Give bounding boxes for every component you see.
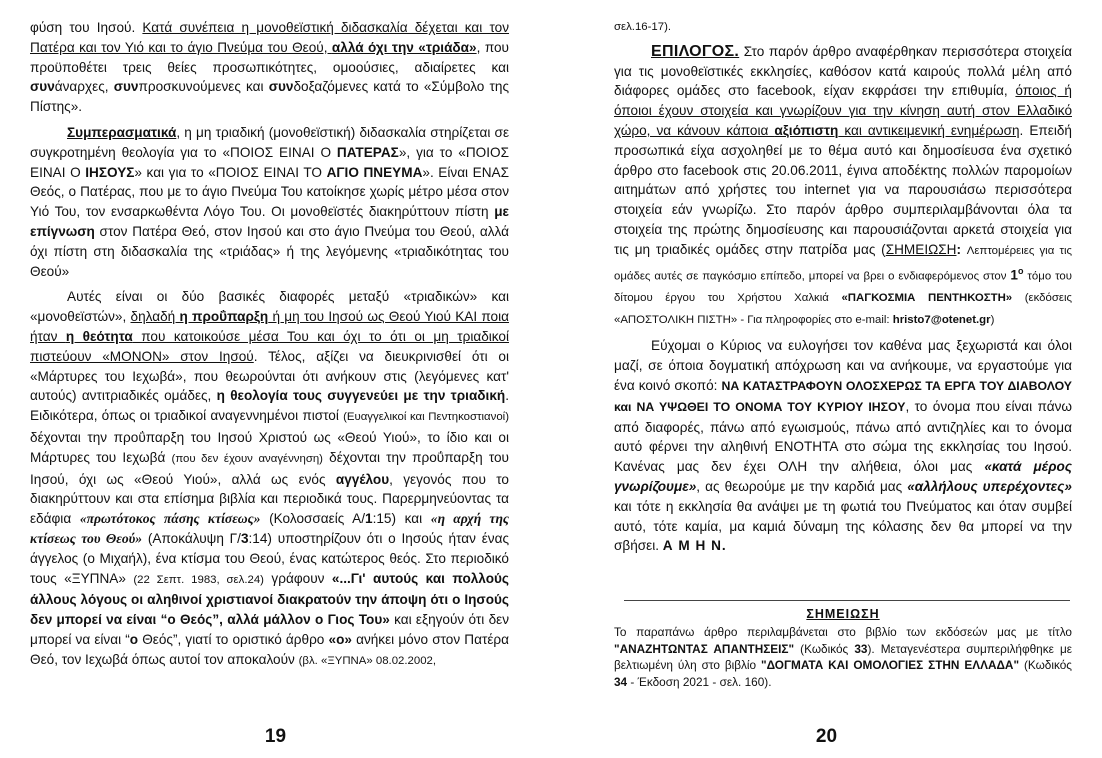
underlined-text: ή μη του Ιησού ως Θεού Υιού ΚΑΙ ποια ήταν <box>30 309 509 344</box>
scripture-quote: «κατά μέρος γνωρίζουμε» <box>614 459 1072 495</box>
text-run: - Έκδοση 2021 - σελ. 160). <box>627 674 772 689</box>
text-run: ανήκει μόνο στον Πατέρα Θεό, τον Ιεχωβά όπως αυτοί τον αποκαλούν <box>30 631 509 667</box>
epilogue-heading: ΕΠΙΛΟΓΟΣ. <box>651 42 740 60</box>
text-run: (Κωδικός <box>794 641 855 656</box>
text-run: δέχονται την προΰπαρξη του Ιησού Χριστού ως «Θεού Υιού», το ίδιο και οι Μάρτυρες του Ιεχωβά <box>30 429 509 465</box>
text-run: Εύχομαι ο Κύριος να ευλογήσει τον καθένα μας ξεχωριστά και όλοι μαζί, σε όποια δογματική απόχρωση και να ανήκουμε, να εργαστούμε για ένα κοινό σκοπό: <box>614 338 1072 394</box>
scripture-quote: «η αρχή της κτίσεως του Θεού» <box>30 511 509 546</box>
note-title: ΣΗΜΕΙΩΣΗ <box>806 607 880 622</box>
scripture-quote: «αλλήλους υπερέχοντες» <box>907 479 1072 495</box>
text-run: άναρχες, <box>54 79 114 95</box>
emphasis-text: αλλά όχι την «τριάδα» <box>331 39 477 55</box>
text-run: , η μη τριαδική (μονοθεϊστική) διδασκαλία στηρίζεται σε συγκροτημένη θεολογία για το «ΠΟΙΟΣ ΕΙΝΑΙ Ο <box>30 124 509 160</box>
text-run: , ας θεωρούμε με την καρδιά μας <box>696 479 908 495</box>
paragraph-epilogue <box>614 42 1072 331</box>
text-run: , γεγονός που το διακηρύττουν και στα επίσημα βιβλία και περιοδικά τους. Παρερμηνεύοντας τα εδάφια <box>30 471 509 527</box>
text-run: . Ειδικότερα, όπως οι τριαδικοί αναγεννημένοι πιστοί <box>30 388 509 424</box>
text-run: ». Είναι ΕΝΑΣ Θεός, ο Πατέρας, που με το άγιο Πνεύμα Του κατοίκησε χωρίς μέτρο μέσα στον Υιό Του, τον ενσαρκωθέντα Λόγο Του. Οι μονοθεϊστές διακηρύττουν πίστη <box>30 164 510 220</box>
bold-prefix: συν <box>30 79 55 95</box>
small-note: (που δεν έχουν αναγέννηση) <box>171 452 323 465</box>
bold-term: ΙΗΣΟΥΣ <box>85 164 135 180</box>
bold-prefix: συν <box>113 79 139 95</box>
text-run: . Τέλος, αξίζει να διευκρινισθεί ότι οι «Μάρτυρες του Ιεχωβά», που θεωρούνται ότι ανήκουν στις (λεγόμενες κατ' αυτούς) αντιτριαδικές ομάδες, <box>30 348 509 404</box>
underlined-text: που κατοικούσε μέσα Του και όχι το ότι οι μη τριαδικοί πιστεύουν «ΜΟΝΟΝ» στον Ιησού <box>30 328 509 364</box>
continued-reference: σελ.16-17). <box>614 21 672 33</box>
text-run: (Αποκάλυψη Γ/ <box>142 530 241 546</box>
section-lead: Συμπερασματικά <box>67 124 177 140</box>
text-run: Θεός”, γιατί το οριστικό άρθρο <box>138 631 329 647</box>
right-page <box>551 0 1102 758</box>
text-run: δοξαζόμενες κατά το «Σύμβολο της Πίστης». <box>30 79 509 115</box>
small-note: ) <box>990 313 995 326</box>
chapter-number: 3 <box>240 530 249 546</box>
ordinal-suffix: ο <box>1017 265 1024 276</box>
note-label: ΣΗΜΕΙΩΣΗ <box>885 241 957 257</box>
note-box <box>614 607 1072 690</box>
text-run: Στο παρόν άρθρο αναφέρθηκαν περισσότερα στοιχεία για τις μονοθεϊστικές εκκλησίες, καθόσον κατά καιρούς πολλά μέλη από διάφορες ομάδες στο facebook, είχαν εκφράσει την επιθυμία, <box>614 43 1072 99</box>
paragraph-blessing <box>614 336 1072 556</box>
amen-text: Α Μ Η Ν. <box>662 538 727 554</box>
volume-number: 1 <box>1010 267 1018 283</box>
text-run: ). Μεταγενέστερα συμπεριλήφθηκε με βελτιωμένη ύλη στο βιβλίο <box>614 641 1072 673</box>
underlined-text: όποιος ή όποιοι έχουν στοιχεία και γνωρίζουν για την κίνηση αυτή στον Ελλαδικό χώρο, να κάνουν κάποια <box>614 83 1072 138</box>
note-divider <box>624 600 1070 601</box>
text-run: φύση του Ιησού. <box>30 20 143 35</box>
email-address: hristo7@otenet.gr <box>892 313 991 326</box>
text-run: (Κωδικός <box>1019 658 1072 673</box>
small-note: (εκδόσεις «ΑΠΟΣΤΟΛΙΚΗ ΠΙΣΤΗ» - Για πληροφορίες στο e-mail: <box>614 291 1072 326</box>
emphasis-text: αξιόπιστη <box>774 122 839 138</box>
small-note: (βλ. «ΞΥΠΝΑ» 08.02.2002, <box>298 654 437 667</box>
bold-term: η θεολογία τους συγγενεύει με την τριαδική <box>216 388 506 404</box>
bold-term: ΠΑΤΕΡΑΣ <box>336 144 399 160</box>
paragraph-differences <box>30 287 509 671</box>
text-run: και εξηγούν ότι δεν μπορεί να είναι “ <box>30 612 509 647</box>
small-note: (Ευαγγελικοί και Πεντηκοστιανοί) <box>343 411 509 424</box>
text-run: :14) υποστηρίζουν ότι ο Ιησούς ήταν ένας άγγελος (ο Μιχαήλ), ένα κτίσμα του Θεού, ένας κατώτερος θεός. Στο περιοδικό τους «ΞΥΠΝΑ» <box>30 530 509 586</box>
text-run: , που προϋποθέτει τρεις θείες προσωπικότητες, ομοούσιες, αδιαίρετες και <box>30 39 509 75</box>
underlined-text: και αντικειμενική ενημέρωση <box>838 122 1020 138</box>
text-run: , το όνομα που είναι πάνω από διαφορές, πάνω από εγωισμούς, πάνω από αντιζηλίες και το όνομα αυτό φέρνει την αληθινή ΕΝΟΤΗΤΑ στο σώμα της εκκλησίας του Ιησού. Κανένας μας δεν έχει ΟΛΗ την αλήθεια, όλοι μας <box>614 398 1073 475</box>
text-run: (Κολοσσαείς Α/ <box>260 511 365 527</box>
small-note: τόμο του δίτομου έργου του Χρήστου Χαλκιά <box>614 270 1073 304</box>
paragraph-conclusion <box>30 123 509 281</box>
emphasis-text: η θεότητα <box>65 328 133 344</box>
bold-term: αγγέλου <box>335 471 390 487</box>
text-run: . Επειδή προσωπικά είχα ασχοληθεί με το θέμα αυτό και δημοσίευσα ένα σχετικό άρθρο στο facebook στις 20.06.2011, έγινα αποδέκτης πολλών παρομοίων αιτημάτων από χρήστες του internet για να παρουσιάσω περισσότερα στοιχεία εάν γνωρίζω. Στο παρόν άρθρο συμπεριλαμβάνονται όλα τα στοιχεία της πρώτης δημοσίευσης και παρουσιάζονται αρκετά στοιχεία για τις μη τριαδικές ομάδες στην πατρίδα μας ( <box>614 122 1072 257</box>
text-run: γράφουν <box>263 570 332 586</box>
book-title: "ΔΟΓΜΑΤΑ ΚΑΙ ΟΜΟΛΟΓΙΕΣ ΣΤΗΝ ΕΛΛΑΔΑ" <box>761 658 1020 673</box>
paragraph-intro <box>30 18 509 117</box>
text-run: και τότε η εκκλησία θα ανάψει με τη φωτιά του Πνεύματος και όταν συμβεί αυτό, τότε καμία, μα καμιά δύναμη της κόλασης δεν θα μπορεί να την σβήσει. <box>614 498 1072 554</box>
text-run: δέχονται την προΰπαρξη του Ιησού, όχι ως «Θεού Υιού», αλλά ως ενός <box>30 449 509 487</box>
text-run: », για το «ΠΟΙΟΣ ΕΙΝΑΙ Ο <box>30 144 509 180</box>
text-run: » και για το «ΠΟΙΟΣ ΕΙΝΑΙ ΤΟ <box>134 164 327 180</box>
bold-term: «ο» <box>328 631 352 647</box>
underlined-text: Κατά συνέπεια η μονοθεϊστική διδασκαλία δέχεται και τον Πατέρα και τον Υιό και το άγιο Πνεύμα του Θεού, <box>30 20 510 55</box>
book-title: «ΠΑΓΚΟΣΜΙΑ ΠΕΝΤΗΚΟΣΤΗ» <box>841 291 1013 304</box>
scripture-quote: «πρωτότοκος πάσης κτίσεως» <box>79 511 261 527</box>
text-run: Το παραπάνω άρθρο περιλαμβάνεται στο βιβλίο των εκδόσεών μας με τίτλο <box>614 625 1072 640</box>
code-number: 33 <box>854 641 868 656</box>
text-run: στον Πατέρα Θεό, στον Ιησού και στο άγιο Πνεύμα του Θεού, αλλά όχι πίστη στη διδασκαλία της «τριάδας» ή της λεγόμενης «τριαδικότητας του Θεού» <box>30 223 509 279</box>
small-note: (22 Σεπτ. 1983, σελ.24) <box>133 573 264 586</box>
bold-proclamation: ΝΑ ΚΑΤΑΣΤΡΑΦΟΥΝ ΟΛΟΣΧΕΡΩΣ ΤΑ ΕΡΓΑ ΤΟΥ ΔΙΑΒΟΛΟΥ και ΝΑ ΥΨΩΘΕΙ ΤΟ ΟΝΟΜΑ ΤΟΥ ΚΥΡΙΟΥ ΙΗΣΟΥ <box>614 379 1072 414</box>
bold-prefix: συν <box>268 79 294 95</box>
text-run: : <box>956 241 967 257</box>
bold-term: με επίγνωση <box>30 204 509 239</box>
page-number-right: 20 <box>815 726 838 747</box>
page-number-left: 19 <box>264 726 287 747</box>
emphasis-text: η προΰπαρξη <box>179 309 269 325</box>
book-title: "ΑΝΑΖΗΤΩΝΤΑΣ ΑΠΑΝΤΗΣΕΙΣ" <box>614 641 795 656</box>
chapter-number: 1 <box>365 511 373 527</box>
code-number: 34 <box>614 674 628 689</box>
bold-term: ΑΓΙΟ ΠΝΕΥΜΑ <box>326 164 423 180</box>
small-note: Λεπτομέρειες για τις ομάδες αυτές σε παγκόσμιο επίπεδο, μπορεί να βρει ο ενδιαφερόμενος στον <box>614 244 1072 283</box>
bold-term: ο <box>129 631 139 647</box>
underlined-text: δηλαδή <box>130 309 180 325</box>
text-run: :15) και <box>372 511 431 527</box>
note-text <box>614 624 1072 690</box>
text-run: Αυτές είναι οι δύο βασικές διαφορές μεταξύ «τριαδικών» και «μονοθεϊστών», <box>30 289 509 325</box>
text-run: προσκυνούμενες και <box>138 79 269 95</box>
bold-quote: «...Γι' αυτούς και πολλούς άλλους λόγους οι αληθινοί χριστιανοί διακρατούν την άποψη ότι ο Ιησούς δεν μπορεί να είναι “ο Θεός”, αλλά μάλλον ο Γιος Του» <box>30 570 509 628</box>
